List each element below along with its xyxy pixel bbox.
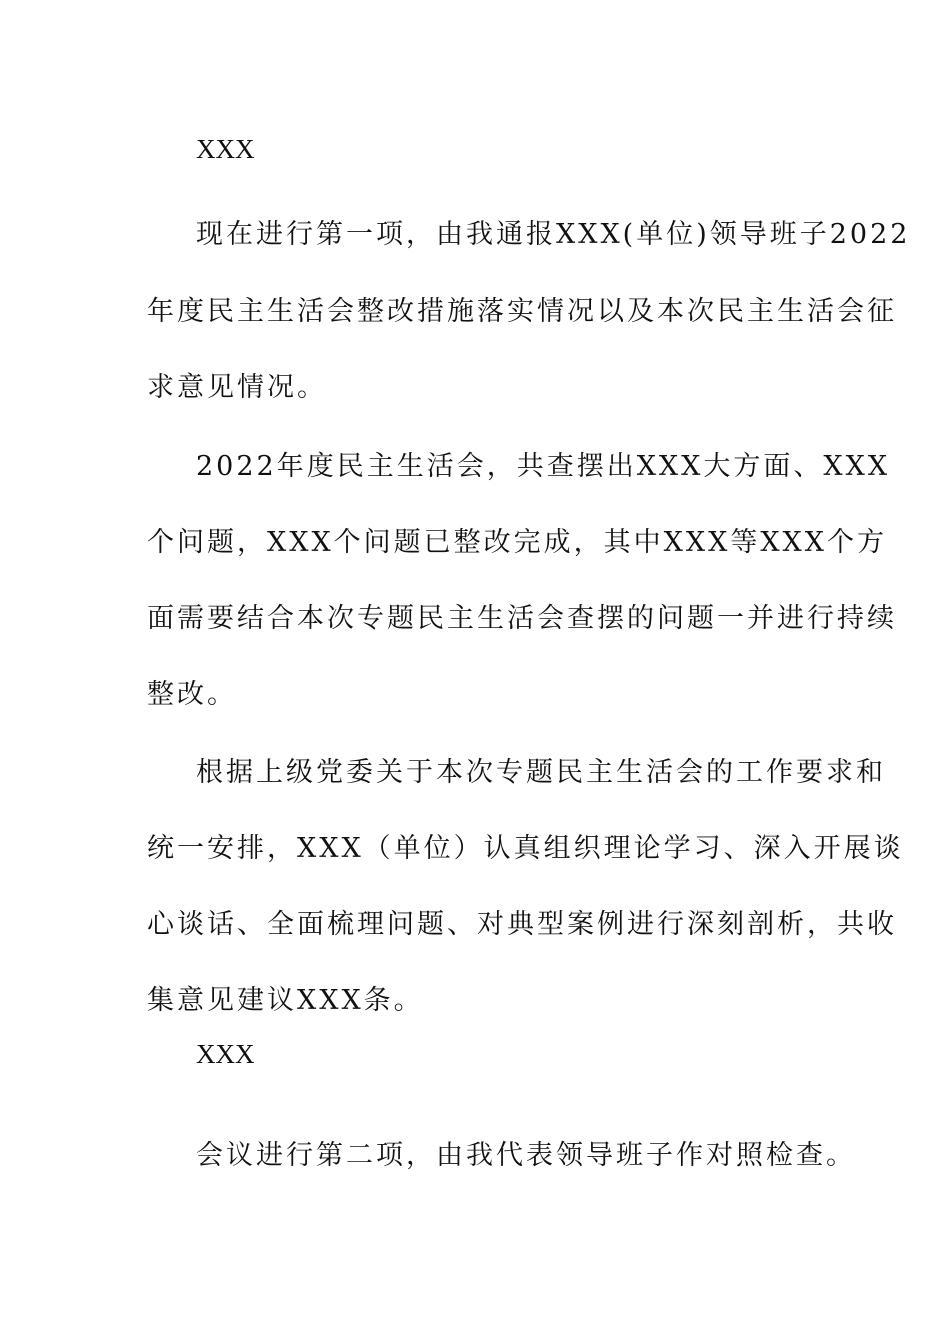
paragraph-line: 集意见建议XXX条。 [147, 985, 424, 1016]
paragraph-line: 心谈话、全面梳理问题、对典型案例进行深刻剖析，共收 [147, 909, 897, 940]
paragraph-line: 2022年度民主生活会，共查摆出XXX大方面、XXX [196, 451, 891, 482]
paragraph-line: 求意见情况。 [147, 372, 327, 403]
paragraph-line: 面需要结合本次专题民主生活会查摆的问题一并进行持续 [147, 603, 897, 634]
paragraph-line: 整改。 [147, 679, 237, 710]
paragraph-line: 现在进行第一项，由我通报XXX(单位)领导班子2022 [196, 219, 911, 250]
paragraph-line: 个问题，XXX个问题已整改完成，其中XXX等XXX个方 [147, 527, 887, 558]
speaker-label: XXX [196, 1039, 255, 1069]
paragraph-line: 会议进行第二项，由我代表领导班子作对照检查。 [196, 1140, 856, 1171]
paragraph-line: 年度民主生活会整改措施落实情况以及本次民主生活会征 [147, 296, 897, 327]
paragraph-line: 统一安排，XXX（单位）认真组织理论学习、深入开展谈 [147, 833, 904, 864]
speaker-label: XXX [196, 134, 255, 164]
paragraph-line: 根据上级党委关于本次专题民主生活会的工作要求和 [196, 757, 886, 788]
